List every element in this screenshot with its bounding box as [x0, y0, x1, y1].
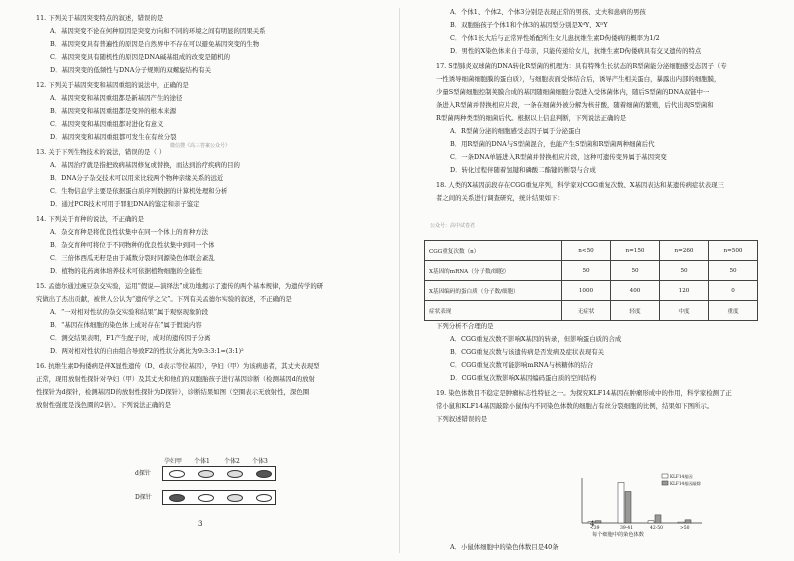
bar — [678, 522, 684, 523]
table-cell: 轻度 — [611, 301, 660, 321]
table-row — [425, 281, 758, 301]
question-text: 放射性强度是浅色圈的2倍）。下列说法正确的是 — [36, 401, 172, 409]
question-text: 15. 孟德尔通过豌豆杂交实验，运用“假说—演绎法”成功地揭示了遗传的两个基本规律，为遗传学的研 — [36, 282, 324, 290]
answer-option: A．CGG重复次数不影响X基因的转录，但影响蛋白质的合成 — [450, 335, 622, 343]
table-cell: 症状表现 — [425, 301, 562, 321]
table-header-cell: n=260 — [660, 241, 709, 261]
gel-col-header: 孕妇甲 — [164, 458, 183, 465]
answer-option: C．三倍体西瓜无籽是由于减数分裂时同源染色体联会紊乱 — [50, 254, 215, 262]
gel-well — [227, 470, 243, 478]
table-cell: 1000 — [562, 281, 611, 301]
x-tick-label: >50 — [680, 526, 690, 531]
answer-option: C．基因突变和基因重组都对进化有意义 — [50, 120, 164, 128]
question-text: 17. S型肺炎双球菌的DNA转化R型菌的机理为：具有特殊生长状态的R型菌能分泌细胞感受态因子（专 — [436, 62, 727, 70]
question-text: 下列叙述错误的是 — [436, 415, 488, 423]
table-cell: 50 — [709, 261, 758, 281]
bar — [655, 515, 661, 523]
answer-option: A．基因突变不论在何种原因是突变方向和不同的环境之间有明显的因果关系 — [50, 27, 266, 35]
probe-gel-figure — [135, 456, 278, 506]
page-number-right: 4 — [590, 520, 595, 528]
answer-option: B．“基因在体细胞的染色体上成对存在”属于假说内容 — [50, 321, 202, 329]
table-cell: X基因编码的蛋白质（分子数/细胞） — [425, 281, 562, 301]
watermark: 微信搜《高三答案公众号》 — [170, 143, 231, 149]
question-text: 正常，现用放射性探针对孕妇（甲）及其丈夫和他们的双胞胎孩子进行基因诊断（检测基因d的放射 — [36, 375, 315, 383]
gel-row-D-probe — [162, 490, 276, 505]
table-cell: X基因的mRNA（分子数/细胞） — [425, 261, 562, 281]
gel-row-label: d探针 — [135, 470, 151, 477]
table-cell: 0 — [709, 281, 758, 301]
cgg-repeat-table — [424, 240, 758, 321]
question-text: 性探针为d探针，检测基因D的放射性探针为D探针），诊断结果如图（空圈表示无放射性，深色圈 — [36, 388, 310, 396]
answer-option: C．测交结果表明，F1产生配子时，成对的遗传因子分离 — [50, 334, 211, 342]
chart-svg — [552, 468, 752, 538]
gel-well — [198, 470, 214, 478]
gel-well — [169, 470, 185, 478]
gel-well — [227, 494, 243, 502]
table-cell: 50 — [660, 261, 709, 281]
answer-option: B．基因突变具有普遍性的原因是自然界中不存在可以避免基因突变的生物 — [50, 40, 260, 48]
answer-option: D．转化过程伴随着氢键和磷酸二酯键的断裂与合成 — [450, 166, 596, 174]
answer-option: C．CGG重复次数可能影响mRNA与核糖体的结合 — [450, 361, 594, 369]
answer-option: B．用R型菌的DNA与S型菌混合，也能产生S型菌和R型菌两种细菌后代 — [450, 140, 655, 148]
bar — [595, 521, 601, 523]
answer-option: D．男性的X染色体来自于母亲，只能传递给女儿，抗维生素D佝偻病具有交叉遗传的特点 — [450, 47, 702, 55]
answer-option: D．通过PCR技术可用于罪犯DNA的鉴定和亲子鉴定 — [50, 200, 200, 208]
bar — [625, 492, 631, 524]
question-text: 18. 人类的X基因前段存在CGG重复序列，科学家对CGG重复次数、X基因表达和某遗传病症状表现三 — [436, 181, 724, 189]
question-text: 16. 抗维生素D佝偻病是伴X显性遗传（D、d表示等位基因），孕妇（甲）为该病患者，其丈夫表现型 — [36, 362, 320, 370]
answer-option: A．基因治疗就是指把致病基因修复或替换，而达到治疗疾病的目的 — [50, 161, 240, 169]
page-number-left: 3 — [198, 520, 203, 528]
question-text: 者之间的关系进行调查研究，统计结果如下： — [436, 194, 564, 202]
answer-option: D．基因突变的低频性与DNA分子规则的双螺旋结构有关 — [50, 66, 212, 74]
question-text: 19. 染色体数目不稳定是肿瘤标志性特征之一。为探究KLF14基因在肿瘤形成中的作用，科学家检测了正 — [436, 389, 732, 397]
gel-col-header: 个体2 — [224, 458, 240, 465]
answer-option: D．两对相对性状的自由组合导致F2的性状分离比为9:3:3:1=(3:1)² — [50, 347, 244, 355]
gel-well — [169, 494, 185, 502]
gel-row-label: D探针 — [135, 494, 152, 501]
table-cell: 重度 — [709, 301, 758, 321]
table-cell: 无症状 — [562, 301, 611, 321]
table-cell: 400 — [611, 281, 660, 301]
chromosome-bar-chart — [552, 468, 752, 538]
bar — [618, 483, 624, 524]
answer-option: A．R型菌分泌的细胞感受态因子属于分泌蛋白 — [450, 127, 581, 135]
answer-option: C．生物信息学主要是依据蛋白质序列数据的计算机处理和分析 — [50, 187, 228, 195]
question-text: 13. 关于下列生物技术的说法，错误的是（ ） — [36, 148, 166, 156]
answer-option: B．基因突变和基因重组都是变异的根本来源 — [50, 107, 177, 115]
legend-swatch — [662, 474, 668, 478]
table-header-cell: CGG重复次数（n） — [425, 241, 562, 261]
watermark: 公众号：高中试卷君 — [430, 223, 476, 229]
question-text: 条进入R型菌并替换相应片段，一条在细菌外被分解为核苷酸，随着细菌的繁殖，后代出现S型菌和 — [436, 101, 714, 109]
legend-label: KLF14基因 — [670, 474, 693, 479]
answer-option: B．DNA分子杂交技术可以用来比较两个物种亲缘关系的远近 — [50, 174, 224, 182]
gel-well — [256, 470, 272, 478]
answer-option: D．基因突变和基因重组都可发生在有丝分裂 — [50, 133, 177, 141]
answer-option: A．基因突变和基因重组都是新基因产生的途径 — [50, 94, 183, 102]
table-cell: 中度 — [660, 301, 709, 321]
table-row — [425, 301, 758, 321]
question-text: 一性诱导细菌细胞膜的蛋白质），与细胞表面受体结合后，诱导产生相关蛋白，暴露出内部的细胞膜， — [436, 75, 721, 83]
answer-option: C．基因突变具有随机性的原因是DNA碱基组成的改变是随机的 — [50, 53, 230, 61]
answer-option: A．个体1、个体2、个体3分别是表现正常的男孩、丈夫和患病的男孩 — [450, 8, 646, 16]
table-header-row — [425, 241, 758, 261]
question-text: 常小鼠和KLF14基因敲除小鼠体内不同染色体数的细胞占有丝分裂细胞的比例，结果如下图所示。 — [436, 402, 714, 410]
question-text: R型菌两种类型的细菌后代。根据以上信息判断，下列说法正确的是 — [436, 114, 627, 122]
question-text: 少量S型菌细胞控制荚膜合成的基因随细菌细胞分裂进入受体菌体内，随后S型菌的DNA双链中一 — [436, 88, 710, 96]
answer-option: B．CGG重复次数与该遗传病是否发病及症状表现有关 — [450, 348, 604, 356]
question-text: 下列分析不合理的是 — [436, 322, 494, 330]
answer-option: D．CGG重复次数影响X基因编码蛋白质的空间结构 — [450, 374, 597, 382]
answer-option: A．“一对相对性状的杂交实验和结果”属于观察现象阶段 — [50, 308, 209, 316]
gel-col-header: 个体3 — [252, 458, 268, 465]
question-text: 究做出了杰出贡献，被世人公认为“遗传学之父”。下列有关孟德尔实验的叙述，不正确的是 — [36, 295, 292, 303]
table-cell: 50 — [562, 261, 611, 281]
table-header-cell: n=500 — [709, 241, 758, 261]
x-tick-label: 39-41 — [620, 526, 633, 531]
bar — [648, 521, 654, 523]
answer-option: A．小鼠体细胞中的染色体数目是40条 — [450, 543, 559, 551]
gel-well — [198, 494, 214, 502]
question-text: 12. 下列关于基因突变和基因重组的说法中，正确的是 — [36, 81, 189, 89]
answer-option: D．植物的花药离体培养技术可依据植物细胞的全能性 — [50, 267, 203, 275]
x-tick-label: 42-50 — [650, 526, 663, 531]
table-row — [425, 261, 758, 281]
table-cell: 50 — [611, 261, 660, 281]
table-cell: 120 — [660, 281, 709, 301]
table-header-cell: n<50 — [562, 241, 611, 261]
x-tick-label: <39 — [590, 526, 600, 531]
legend-swatch — [662, 481, 668, 485]
x-axis-label: 每个细胞中的染色体数 — [592, 532, 644, 538]
bar — [685, 520, 691, 523]
answer-option: B．双胞胎孩子个体1和个体3的基因型分别是XᵈY、XᴰY — [450, 21, 608, 29]
answer-option: C．一条DNA单链进入R型菌并替换相应片段，这种可遗传变异属于基因突变 — [450, 153, 667, 161]
answer-option: C．个体1长大后与正常异性婚配所生女儿患抗维生素D佝偻病的概率为1/2 — [450, 34, 660, 42]
gel-row-d-probe — [162, 466, 276, 481]
answer-option: A．杂交育种是将优良性状集中在同一个体上的育种方法 — [50, 228, 208, 236]
table-header-cell: n=150 — [611, 241, 660, 261]
gel-col-header: 个体1 — [194, 458, 210, 465]
question-text: 14. 下列关于育种的说法，不正确的是 — [36, 215, 145, 223]
question-text: 11. 下列关于基因突变特点的叙述，错误的是 — [36, 14, 164, 22]
legend-label: KLF14基因敲除 — [670, 481, 701, 486]
answer-option: B．杂交育种可将位于不同物种的优良性状集中到同一个体 — [50, 241, 215, 249]
gel-well — [256, 494, 272, 502]
